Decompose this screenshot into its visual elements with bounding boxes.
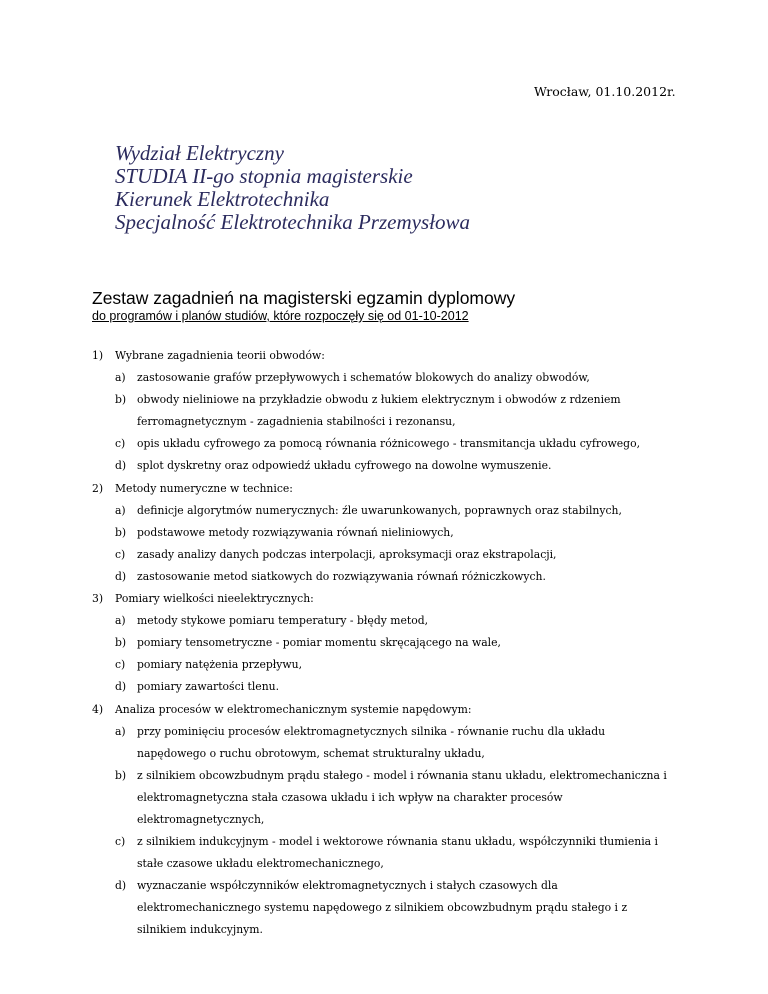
list-item bbox=[0, 610, 667, 632]
item-letter: b) bbox=[115, 393, 127, 407]
item-text: metody stykowe pomiaru temperatury - błędy metod, bbox=[137, 614, 429, 628]
item-letter: b) bbox=[115, 768, 127, 782]
item-letter: d) bbox=[115, 459, 127, 473]
list-item bbox=[0, 632, 667, 654]
list-item bbox=[0, 831, 667, 875]
item-letter: a) bbox=[115, 503, 126, 517]
list-item bbox=[0, 500, 667, 522]
item-text: zasady analizy danych podczas interpolacji, aproksymacji oraz ekstrapolacji, bbox=[137, 547, 557, 561]
section-title: Analiza procesów w elektromechanicznym systemie napędowym: bbox=[115, 702, 472, 716]
item-letter: d) bbox=[115, 569, 127, 583]
item-text: przy pominięciu procesów elektromagnetycznych silnika - równanie ruchu dla układu napędowego o ruchu obrotowym, schemat strukturalny układu, bbox=[137, 724, 606, 760]
item-letter: d) bbox=[115, 879, 127, 893]
list-item bbox=[0, 389, 667, 433]
section-number: 4) bbox=[92, 702, 104, 716]
section-heading bbox=[0, 699, 768, 721]
item-text: z silnikiem obcowzbudnym prądu stałego - model i równania stanu układu, elektromechaniczna i elektromagnetyczna stała czasowa układu i ich wpływ na charakter procesów elektromagnetycznych, bbox=[137, 768, 667, 826]
list-item bbox=[0, 721, 667, 765]
item-text: opis układu cyfrowego za pomocą równania różnicowego - transmitancja układu cyfrowego, bbox=[137, 437, 641, 451]
item-text: pomiary tensometryczne - pomiar momentu skręcającego na wale, bbox=[137, 636, 501, 650]
list-item bbox=[0, 765, 667, 831]
item-text: pomiary natężenia przepływu, bbox=[137, 658, 302, 672]
section-heading bbox=[0, 345, 768, 367]
list-item bbox=[0, 544, 667, 566]
item-text: podstawowe metody rozwiązywania równań nieliniowych, bbox=[137, 525, 454, 539]
document-date: Wrocław, 01.10.2012r. bbox=[534, 84, 676, 99]
list-item bbox=[0, 654, 667, 676]
section-heading bbox=[0, 588, 768, 610]
item-letter: c) bbox=[115, 835, 126, 849]
section-2 bbox=[0, 478, 768, 588]
item-text: zastosowanie metod siatkowych do rozwiązywania równań różniczkowych. bbox=[137, 569, 546, 583]
document-subtitle: do programów i planów studiów, które rozpoczęły się od 01-10-2012 bbox=[92, 309, 469, 323]
section-heading bbox=[0, 478, 768, 500]
faculty-header bbox=[115, 142, 470, 234]
specialization: Specjalność Elektrotechnika Przemysłowa bbox=[115, 210, 470, 234]
item-letter: a) bbox=[115, 371, 126, 385]
section-4 bbox=[0, 699, 768, 942]
section-number: 3) bbox=[92, 592, 104, 606]
item-text: obwody nieliniowe na przykładzie obwodu z łukiem elektrycznym i obwodów z rdzeniem ferromagnetycznym - zagadnienia stabilności i rezonansu, bbox=[137, 393, 621, 429]
list-item bbox=[0, 522, 667, 544]
list-item bbox=[0, 455, 667, 477]
item-text: wyznaczanie współczynników elektromagnetycznych i stałych czasowych dla elektromechanicznego systemu napędowego z silnikiem obcowzbudnym prądu stałego i z silnikiem indukcyjnym. bbox=[137, 879, 628, 937]
list-item bbox=[0, 566, 667, 588]
list-item bbox=[0, 433, 667, 455]
topics-list bbox=[0, 345, 768, 942]
section-title: Metody numeryczne w technice: bbox=[115, 481, 293, 495]
item-text: zastosowanie grafów przepływowych i schematów blokowych do analizy obwodów, bbox=[137, 371, 590, 385]
item-letter: c) bbox=[115, 547, 126, 561]
item-text: z silnikiem indukcyjnym - model i wektorowe równania stanu układu, współczynniki tłumienia i stałe czasowe układu elektromechanicznego, bbox=[137, 835, 658, 871]
section-number: 2) bbox=[92, 481, 104, 495]
item-text: definicje algorytmów numerycznych: źle uwarunkowanych, poprawnych oraz stabilnych, bbox=[137, 503, 622, 517]
item-text: pomiary zawartości tlenu. bbox=[137, 680, 280, 694]
list-item bbox=[0, 676, 667, 698]
item-letter: c) bbox=[115, 437, 126, 451]
study-level: STUDIA II-go stopnia magisterskie bbox=[115, 164, 413, 188]
list-item bbox=[0, 367, 667, 389]
section-title: Wybrane zagadnienia teorii obwodów: bbox=[115, 349, 325, 362]
item-text: splot dyskretny oraz odpowiedź układu cyfrowego na dowolne wymuszenie. bbox=[137, 459, 552, 473]
item-letter: a) bbox=[115, 724, 126, 738]
item-letter: b) bbox=[115, 525, 127, 539]
item-letter: c) bbox=[115, 658, 126, 672]
list-item bbox=[0, 875, 667, 941]
item-letter: b) bbox=[115, 636, 127, 650]
document-title: Zestaw zagadnień na magisterski egzamin dyplomowy bbox=[92, 288, 516, 308]
section-1 bbox=[0, 345, 768, 478]
section-number: 1) bbox=[92, 349, 104, 362]
item-letter: d) bbox=[115, 680, 127, 694]
item-letter: a) bbox=[115, 614, 126, 628]
section-title: Pomiary wielkości nieelektrycznych: bbox=[115, 592, 314, 606]
field-of-study: Kierunek Elektrotechnika bbox=[115, 187, 330, 211]
faculty-name: Wydział Elektryczny bbox=[115, 141, 284, 165]
section-3 bbox=[0, 588, 768, 698]
